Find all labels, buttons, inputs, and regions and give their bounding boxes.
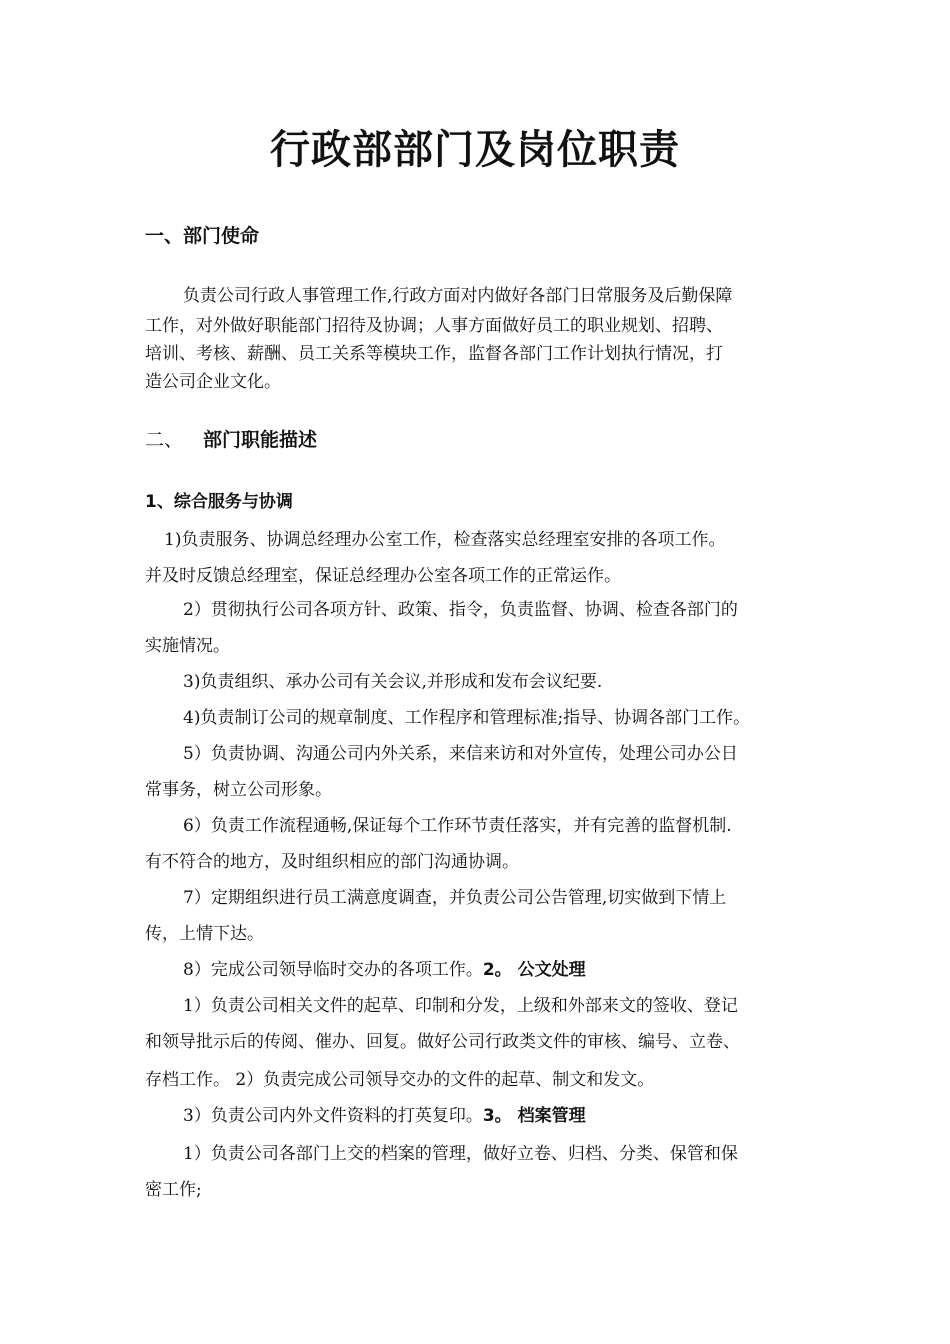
paragraph-line: 实施情况。 [145,636,230,656]
item-text: 8）完成公司领导临时交办的各项工作。 [183,960,483,980]
paragraph-line: 1）负责公司各部门上交的档案的管理，做好立卷、归档、分类、保管和保 [183,1144,738,1164]
paragraph-line: 和领导批示后的传阅、催办、回复。做好公司行政类文件的审核、编号、立卷、 [145,1032,740,1052]
paragraph-line: 5）负责协调、沟通公司内外关系，来信来访和对外宣传，处理公司办公日 [183,744,738,764]
section-heading-mission: 一、部门使命 [145,225,260,247]
paragraph-line: 传，上情下达。 [145,924,264,944]
paragraph-line: 工作，对外做好职能部门招待及协调；人事方面做好员工的职业规划、招聘、 [145,316,723,336]
paragraph-line: 7）定期组织进行员工满意度调查，并负责公司公告管理,切实做到下情上 [183,888,727,908]
subsection-heading: 3。 档案管理 [482,1106,586,1126]
paragraph-line: 并及时反馈总经理室，保证总经理办公室各项工作的正常运作。 [145,566,621,586]
subsection-heading: 1、综合服务与协调 [145,492,293,512]
paragraph-line: 1）负责公司相关文件的起草、印制和分发，上级和外部来文的签收、登记 [183,996,738,1016]
paragraph-line: 培训、考核、薪酬、员工关系等模块工作，监督各部门工作计划执行情况，打 [145,344,723,364]
subsection-heading: 2。 公文处理 [482,960,586,980]
paragraph-line [183,958,853,982]
paragraph-line: 存档工作。 2）负责完成公司领导交办的文件的起草、制文和发文。 [145,1070,655,1090]
paragraph-line: 2）贯彻执行公司各项方针、政策、指令，负责监督、协调、检查各部门的 [183,600,738,620]
paragraph-line: 密工作; [145,1180,202,1200]
paragraph-line: 1)负责服务、协调总经理办公室工作，检查落实总经理室安排的各项工作。 [164,530,726,550]
section-number: 二、 [145,429,184,451]
page-title: 行政部部门及岗位职责 [270,127,680,173]
paragraph-line: 3)负责组织、承办公司有关会议,并形成和发布会议纪要. [183,672,603,692]
paragraph-line: 6）负责工作流程通畅,保证每个工作环节责任落实，并有完善的监督机制. [183,816,732,836]
paragraph-line: 有不符合的地方，及时组织相应的部门沟通协调。 [145,852,519,872]
paragraph-line: 造公司企业文化。 [145,372,281,392]
paragraph-line [183,1104,853,1128]
item-text: 3）负责公司内外文件资料的打英复印。 [183,1106,483,1126]
paragraph-line: 4)负责制订公司的规章制度、工作程序和管理标准;指导、协调各部门工作。 [183,708,751,728]
paragraph-line: 负责公司行政人事管理工作,行政方面对内做好各部门日常服务及后勤保障 [183,286,733,306]
section-title: 部门职能描述 [203,429,318,451]
section-heading-functions [145,427,317,453]
paragraph-line: 常事务，树立公司形象。 [145,780,332,800]
